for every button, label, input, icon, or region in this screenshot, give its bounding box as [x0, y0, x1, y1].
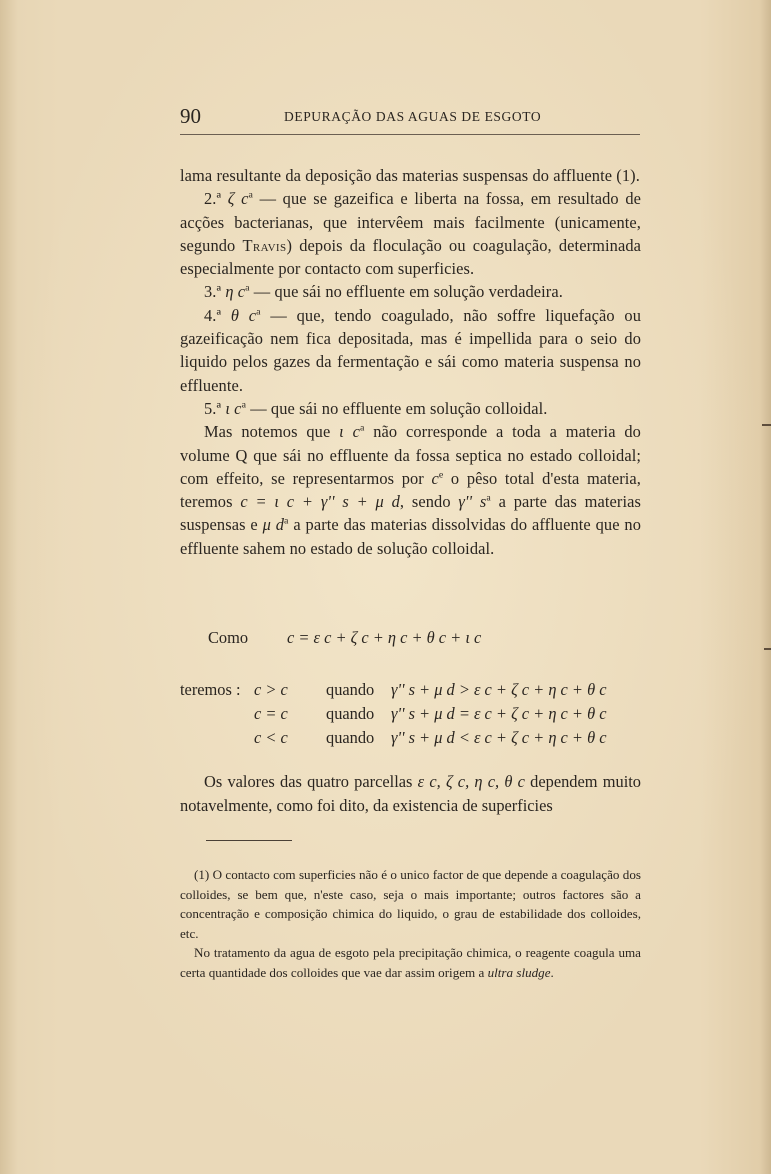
page-number: 90: [180, 104, 201, 128]
case-row: [180, 728, 650, 752]
p4-text: — que, tendo coagulado, não soffre liquefação ou gazeificação nem fica depositada, mas é impellida para o seio do liquido pelos gazes da fermentação e sái como materia suspensa no effluente.: [180, 305, 642, 395]
p3-marker: 3.ª: [204, 282, 222, 302]
p3-text: — que sái no effluente em solução verdadeira.: [249, 282, 563, 302]
como-label: Como: [208, 628, 249, 647]
p6-d: , sendo: [399, 492, 459, 512]
como-equation: c = ε c + ζ c + η c + θ c + ι c: [287, 628, 482, 647]
p4-marker: 4.ª: [204, 305, 222, 325]
case-quando: quando: [326, 680, 375, 699]
footnote-2: [180, 943, 641, 982]
p6-sym1: ι c: [339, 422, 360, 442]
p6-sym2: c: [431, 468, 439, 488]
p6-sym4: μ d: [262, 515, 285, 535]
case-condition: c = c: [254, 704, 288, 723]
footnote-divider: [206, 840, 292, 841]
case-row: [180, 680, 650, 704]
p2-marker: 2.ª: [204, 189, 222, 209]
closing-text-b: dependem muito notavelmente, como foi dito, da existencia de superficies: [180, 772, 641, 815]
case-quando: quando: [326, 704, 375, 723]
p6-c: o pêso total d'esta materia, teremos: [180, 468, 641, 512]
closing-text-a: Os valores das quatro parcellas: [204, 772, 418, 791]
paragraph-6: Mas notemos que ι $c^a$ não corresponde a toda a materia do volume Q que sái no effluente da fossa septica no estado colloidal; com effeito, se representarmos por $c^e$ o pêso total d'esta materia, teremos c = ι c + γ'' s + μ d, sendo γ'' $s^a$ a parte das materias suspensas e μ $d^a$ a parte das materias dissolvidas do affluente que no effluente sahem no estado de solução colloidal.: [180, 422, 641, 558]
footnote-1: (1) O contacto com superficies não é o unico factor de que depende a coagulação dos colloides, se bem que, n'este caso, seja o mais importante; outros factores são a concentração e composição chimica do liquido, o grau de estabilidade dos colloides, etc.: [180, 867, 641, 941]
p2-text-b: ) depois da floculação ou coagulação, determinada especialmente por contacto com superficies.: [180, 235, 641, 279]
paragraph-3: 3.ª η $c^a$ — que sái no effluente em solução verdadeira.: [204, 282, 563, 302]
closing-text: [180, 770, 641, 818]
running-title: DEPURAÇÃO DAS AGUAS DE ESGOTO: [284, 109, 542, 124]
case-condition: c < c: [254, 728, 288, 747]
case-condition: c > c: [254, 680, 288, 699]
p4-symbol: θ c: [230, 305, 257, 325]
paragraph-4: 4.ª θ $c^a$ — que, tendo coagulado, não soffre liquefação ou gazeificação nem fica depositada, mas é impellida para o seio do liquido pelos gazes da fermentação e sái como materia suspensa no effluente.: [180, 305, 642, 395]
main-text: [180, 164, 641, 560]
p3-symbol: η c: [225, 282, 246, 302]
paragraph-2: 2.ª ζ $c^a$ — que se gazeifica e liberta na fossa, em resultado de acções bacterianas, que intervêem mais facilmente (unicamente, segundo Travis) depois da floculação ou coagulação, determinada especialmente por contacto com superficies.: [180, 189, 641, 279]
p6-a: Mas notemos que: [204, 422, 340, 442]
case-expression: γ'' s + μ d < ε c + ζ c + η c + θ c: [391, 728, 607, 747]
p2-author: Travis: [242, 235, 287, 255]
footnote-2-end: .: [550, 964, 554, 980]
case-quando: quando: [326, 728, 375, 747]
closing-paragraph: [180, 770, 641, 818]
right-edge-mark: [762, 424, 771, 426]
p2-text-a: — que se gazeifica e liberta na fossa, em resultado de acções bacterianas, que intervêem mais facilmente (unicamente, segundo: [180, 189, 641, 255]
p6-equation: c = ι c + γ'' s + μ d: [240, 492, 400, 512]
p1-text: lama resultante da deposição das materias suspensas do affluente (1).: [180, 166, 640, 185]
p6-sym3: γ'' s: [458, 492, 487, 512]
case-expression: γ'' s + μ d = ε c + ζ c + η c + θ c: [391, 704, 607, 723]
p6-e: a parte das materias suspensas e: [180, 492, 641, 535]
paragraph-1: [180, 164, 641, 187]
p2-symbol: ζ c: [227, 189, 249, 209]
case-expression: γ'' s + μ d > ε c + ζ c + η c + θ c: [391, 680, 607, 699]
right-edge-mark: [764, 648, 771, 650]
paragraph-5: 5.ª ι $c^a$ — que sái no effluente em solução colloidal.: [204, 398, 548, 418]
p5-symbol: ι c: [225, 398, 242, 418]
p5-text: — que sái no effluente em solução colloidal.: [246, 398, 548, 418]
teremos-label: teremos :: [180, 680, 241, 699]
page-header: [180, 104, 640, 135]
cases-table: [180, 680, 650, 752]
case-row: [180, 704, 650, 728]
p6-f: a parte das materias dissolvidas do affluente que no effluente sahem no estado de solução colloidal.: [180, 515, 641, 558]
footnote-2-text: No tratamento da agua de esgoto pela precipitação chimica, o reagente coagula uma certa quantidade dos colloides que vae dar assim origem a: [180, 945, 641, 980]
p6-b: não corresponde a toda a materia do volume Q que sái no effluente da fossa septica no estado colloidal; com effeito, se representarmos por: [180, 422, 641, 488]
footnotes: [180, 865, 641, 982]
footnote-2-term: ultra sludge: [487, 964, 551, 980]
p5-marker: 5.ª: [204, 398, 222, 418]
closing-symbols: ε c, ζ c, η c, θ c: [417, 772, 525, 791]
